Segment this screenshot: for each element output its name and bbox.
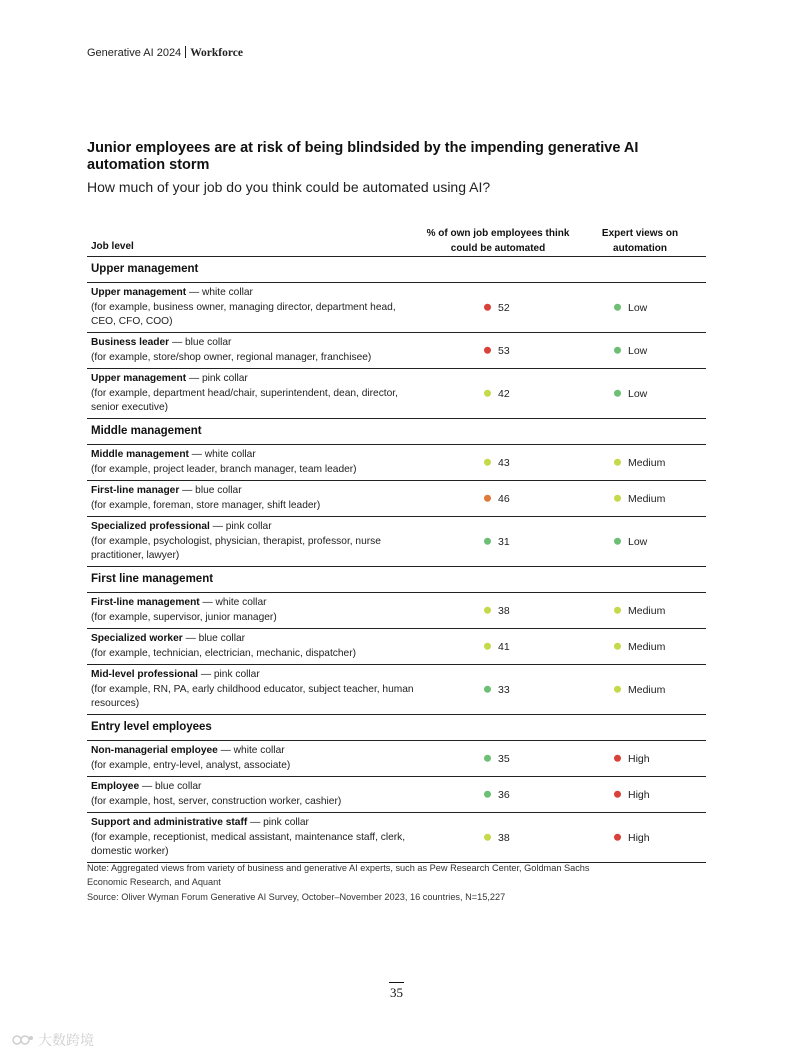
percent-indicator-dot	[484, 607, 491, 614]
expert-indicator-dot	[614, 686, 621, 693]
watermark	[12, 1030, 94, 1050]
group-heading	[87, 715, 706, 741]
percent-cell	[484, 603, 510, 618]
expert-indicator-dot	[614, 643, 621, 650]
group-heading	[87, 257, 706, 283]
collar-type: — white collar	[217, 745, 285, 756]
percent-value: 42	[498, 387, 510, 400]
job-title: First-line manager	[91, 485, 180, 496]
table-row	[87, 369, 706, 419]
job-description	[91, 372, 421, 416]
collar-type: — white collar	[199, 597, 267, 608]
expert-cell	[614, 300, 647, 315]
job-examples: (for example, supervisor, junior manager)	[91, 611, 277, 623]
expert-indicator-dot	[614, 304, 621, 311]
table-row	[87, 593, 706, 629]
job-description	[91, 336, 421, 365]
table-row	[87, 813, 706, 863]
expert-level: Low	[628, 344, 648, 357]
expert-cell	[614, 830, 650, 845]
expert-cell	[614, 455, 665, 470]
percent-value: 52	[498, 301, 510, 314]
percent-indicator-dot	[484, 459, 491, 466]
group-title: Entry level employees	[91, 721, 212, 733]
page-number	[388, 982, 405, 1001]
expert-level: Low	[628, 535, 648, 548]
table-row	[87, 777, 706, 813]
job-examples: (for example, store/shop owner, regional manager, franchisee)	[91, 351, 372, 363]
job-examples: (for example, host, server, construction worker, cashier)	[91, 795, 342, 807]
table-body	[87, 257, 706, 863]
percent-indicator-dot	[484, 495, 491, 502]
page-title: Junior employees are at risk of being blindsided by the impending generative AI automation storm	[87, 140, 639, 173]
job-examples: (for example, psychologist, physician, therapist, professor, nurse practitioner, lawyer)	[91, 535, 381, 561]
job-title: Non-managerial employee	[91, 745, 218, 756]
percent-indicator-dot	[484, 643, 491, 650]
percent-cell	[484, 491, 510, 506]
job-title: Employee	[91, 781, 140, 792]
expert-cell	[614, 491, 665, 506]
expert-level: High	[628, 831, 650, 844]
percent-value: 31	[498, 535, 510, 548]
group-title: Middle management	[91, 425, 202, 437]
expert-cell	[614, 682, 665, 697]
expert-cell	[614, 787, 650, 802]
expert-level: Medium	[628, 640, 666, 653]
expert-cell	[614, 603, 665, 618]
expert-indicator-dot	[614, 834, 621, 841]
column-header-expert-views: Expert views on automation	[601, 228, 679, 254]
publication-name: Generative AI 2024	[87, 47, 182, 59]
running-header	[87, 46, 243, 59]
percent-cell	[484, 343, 510, 358]
percent-cell	[484, 639, 510, 654]
job-description	[91, 780, 421, 809]
collar-type: — pink collar	[209, 521, 272, 532]
job-description	[91, 484, 421, 513]
expert-cell	[614, 639, 665, 654]
expert-indicator-dot	[614, 495, 621, 502]
expert-indicator-dot	[614, 607, 621, 614]
expert-indicator-dot	[614, 459, 621, 466]
job-description	[91, 816, 421, 860]
job-description	[91, 448, 421, 477]
group-title: Upper management	[91, 263, 199, 275]
percent-indicator-dot	[484, 304, 491, 311]
expert-indicator-dot	[614, 390, 621, 397]
expert-level: Low	[628, 301, 648, 314]
percent-value: 35	[498, 752, 510, 765]
footnote: Note: Aggregated views from variety of business and generative AI experts, such as Pew Research Center, Goldman Sachs Economic Research, and Aquant	[87, 863, 590, 887]
section-name: Workforce	[190, 47, 243, 59]
expert-indicator-dot	[614, 791, 621, 798]
job-examples: (for example, department head/chair, superintendent, dean, director, senior executive)	[91, 387, 398, 413]
table-row	[87, 445, 706, 481]
percent-indicator-dot	[484, 686, 491, 693]
percent-indicator-dot	[484, 755, 491, 762]
expert-cell	[614, 751, 650, 766]
table-row	[87, 517, 706, 567]
job-examples: (for example, foreman, store manager, shift leader)	[91, 499, 321, 511]
collar-type: — pink collar	[198, 669, 260, 680]
watermark-logo-icon	[12, 1033, 34, 1047]
expert-indicator-dot	[614, 755, 621, 762]
collar-type: — blue collar	[179, 485, 242, 496]
expert-cell	[614, 534, 647, 549]
percent-cell	[484, 787, 510, 802]
collar-type: — white collar	[188, 449, 256, 460]
percent-value: 33	[498, 683, 510, 696]
expert-indicator-dot	[614, 347, 621, 354]
job-title: Mid-level professional	[91, 669, 198, 680]
expert-level: Medium	[628, 604, 666, 617]
percent-indicator-dot	[484, 390, 491, 397]
expert-cell	[614, 343, 647, 358]
percent-cell	[484, 534, 510, 549]
expert-level: High	[628, 752, 650, 765]
expert-level: Medium	[628, 492, 666, 505]
job-description	[91, 632, 421, 661]
page-number-rule	[389, 982, 404, 983]
job-title: Specialized worker	[91, 633, 183, 644]
job-title: First-line management	[91, 597, 200, 608]
watermark-text: 大数跨境	[38, 1032, 94, 1048]
percent-cell	[484, 386, 510, 401]
table-row	[87, 283, 706, 333]
percent-cell	[484, 751, 510, 766]
job-title: Upper management	[91, 287, 187, 298]
column-header-job-level: Job level	[91, 241, 134, 252]
percent-cell	[484, 682, 510, 697]
percent-value: 43	[498, 456, 510, 469]
expert-level: High	[628, 788, 650, 801]
collar-type: — pink collar	[247, 817, 309, 828]
expert-level: Medium	[628, 456, 666, 469]
group-title: First line management	[91, 573, 214, 585]
collar-type: — white collar	[186, 287, 253, 298]
job-description	[91, 668, 421, 712]
collar-type: — pink collar	[186, 373, 248, 384]
header-divider	[185, 46, 186, 58]
automation-table	[87, 222, 706, 863]
job-examples: (for example, RN, PA, early childhood educator, subject teacher, human resources)	[91, 683, 414, 709]
job-description	[91, 286, 421, 330]
job-description	[91, 744, 421, 773]
percent-value: 38	[498, 604, 510, 617]
job-examples: (for example, entry-level, analyst, associate)	[91, 759, 291, 771]
job-title: Support and administrative staff	[91, 817, 248, 828]
group-heading	[87, 567, 706, 593]
table-header	[87, 222, 706, 257]
page-subtitle: How much of your job do you think could be automated using AI?	[87, 179, 491, 195]
job-examples: (for example, technician, electrician, mechanic, dispatcher)	[91, 647, 356, 659]
source-note: Source: Oliver Wyman Forum Generative AI Survey, October–November 2023, 16 countries, N=15,227	[87, 892, 506, 902]
percent-value: 46	[498, 492, 510, 505]
job-examples: (for example, receptionist, medical assistant, maintenance staff, clerk, domestic worker)	[91, 831, 406, 857]
percent-indicator-dot	[484, 538, 491, 545]
collar-type: — blue collar	[139, 781, 202, 792]
table-row	[87, 333, 706, 369]
percent-indicator-dot	[484, 347, 491, 354]
expert-level: Medium	[628, 683, 666, 696]
job-title: Middle management	[91, 449, 189, 460]
percent-value: 53	[498, 344, 510, 357]
percent-value: 38	[498, 831, 510, 844]
job-title: Upper management	[91, 373, 187, 384]
table-row	[87, 629, 706, 665]
table-row	[87, 665, 706, 715]
percent-cell	[484, 300, 510, 315]
percent-value: 41	[498, 640, 510, 653]
expert-indicator-dot	[614, 538, 621, 545]
percent-cell	[484, 455, 510, 470]
expert-cell	[614, 386, 647, 401]
job-title: Business leader	[91, 337, 170, 348]
collar-type: — blue collar	[182, 633, 246, 644]
percent-indicator-dot	[484, 834, 491, 841]
page-number-value: 35	[390, 985, 403, 1000]
percent-cell	[484, 830, 510, 845]
collar-type: — blue collar	[169, 337, 232, 348]
job-examples: (for example, project leader, branch manager, team leader)	[91, 463, 357, 475]
job-title: Specialized professional	[91, 521, 210, 532]
job-examples: (for example, business owner, managing director, department head, CEO, CFO, COO)	[91, 301, 396, 327]
group-heading	[87, 419, 706, 445]
table-row	[87, 741, 706, 777]
job-description	[91, 596, 421, 625]
percent-value: 36	[498, 788, 510, 801]
expert-level: Low	[628, 387, 648, 400]
percent-indicator-dot	[484, 791, 491, 798]
table-row	[87, 481, 706, 517]
job-description	[91, 520, 421, 564]
column-header-percent-automated: % of own job employees think could be automated	[426, 228, 570, 254]
